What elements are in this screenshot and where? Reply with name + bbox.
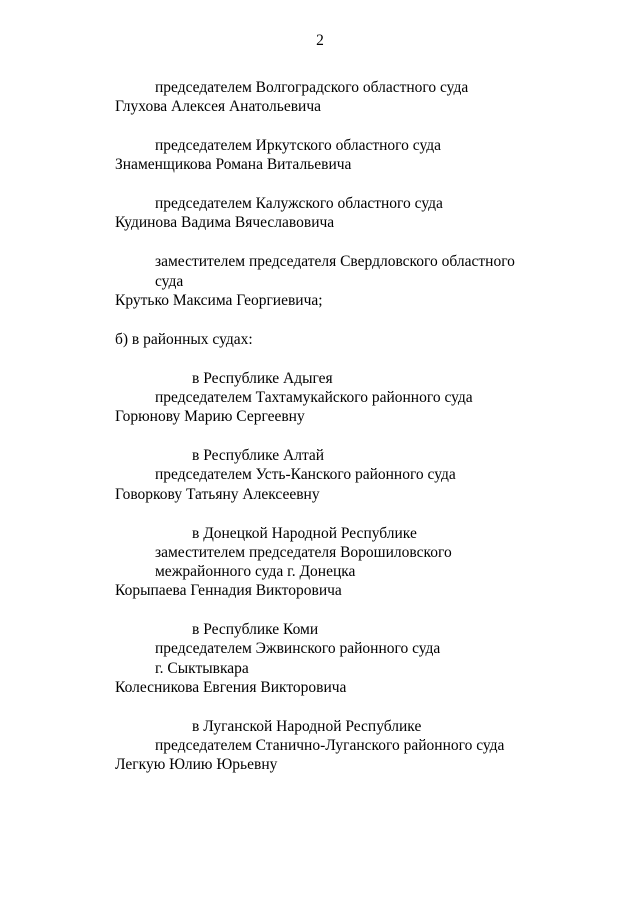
region-label: в Республике Коми (192, 621, 319, 638)
appointment-position: межрайонного суда г. Донецка (155, 563, 356, 580)
appointee-name: Крутько Максима Георгиевича; (115, 292, 323, 309)
region-label: в Луганской Народной Республике (192, 718, 422, 735)
section-heading: б) в районных судах: (115, 331, 253, 348)
appointment-position: председателем Тахтамукайского районного суда (155, 389, 473, 406)
appointment-position: председателем Калужского областного суда (155, 195, 443, 212)
appointment-position: председателем Станично-Луганского районного суда (155, 737, 505, 754)
appointment-position: заместителем председателя Ворошиловского (155, 544, 452, 561)
appointee-name: Кудинова Вадима Вячеславовича (115, 214, 335, 231)
appointee-name: Колесникова Евгения Викторовича (115, 679, 347, 696)
appointee-name: Легкую Юлию Юрьевну (115, 756, 278, 773)
region-label: в Республике Адыгея (192, 370, 333, 387)
appointment-position: председателем Иркутского областного суда (155, 137, 441, 154)
region-label: в Донецкой Народной Республике (192, 525, 417, 542)
appointee-name: Глухова Алексея Анатольевича (115, 98, 322, 115)
appointment-position: председателем Усть-Канского районного суда (155, 466, 456, 483)
page-number: 2 (316, 32, 324, 49)
appointee-name: Горюнову Марию Сергеевну (115, 408, 305, 425)
appointee-name: Знаменщикова Романа Витальевича (115, 156, 352, 173)
appointment-position: суда (155, 273, 184, 290)
appointment-position: заместителем председателя Свердловского областного (155, 253, 515, 270)
appointment-position: председателем Эжвинского районного суда (155, 640, 441, 657)
region-label: в Республике Алтай (192, 447, 325, 464)
appointee-name: Корыпаева Геннадия Викторовича (115, 582, 342, 599)
appointee-name: Говоркову Татьяну Алексеевну (115, 486, 320, 503)
appointment-position: г. Сыктывкара (155, 660, 249, 677)
appointment-position: председателем Волгоградского областного суда (155, 79, 469, 96)
